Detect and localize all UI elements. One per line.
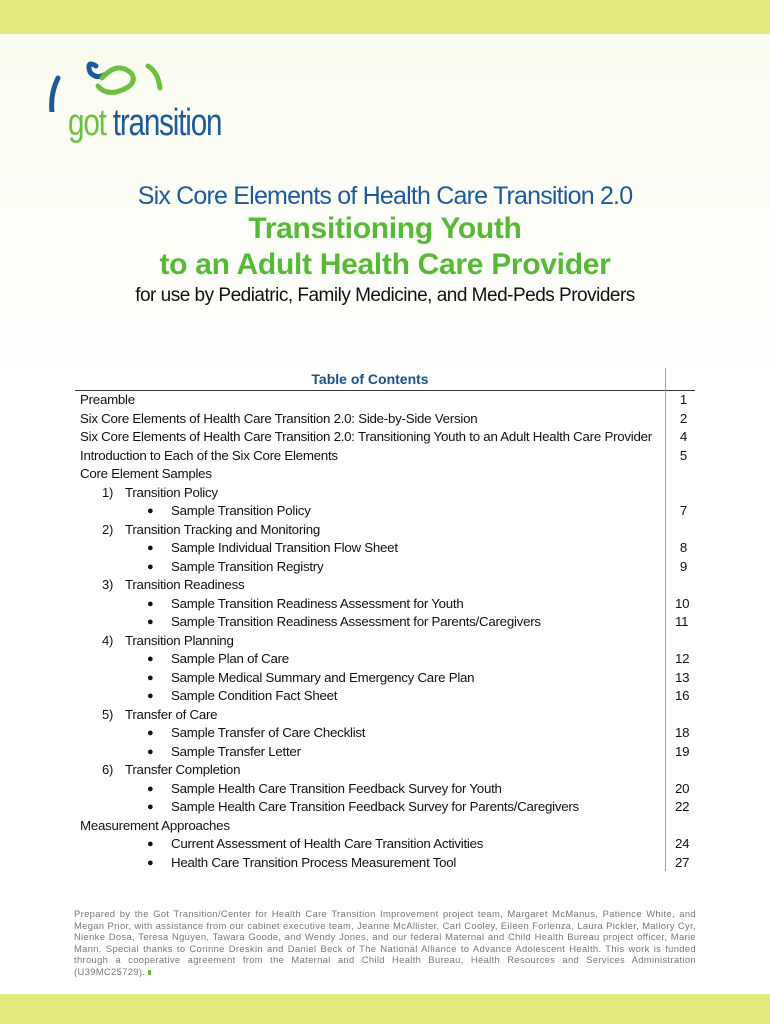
- toc-entry-page: 4: [679, 429, 687, 444]
- bullet-icon: ●: [147, 838, 154, 850]
- toc-entry-number: 2): [102, 521, 114, 537]
- bullet-icon: ●: [147, 542, 154, 554]
- toc-title: Table of Contents: [311, 371, 429, 387]
- toc-entry: [75, 595, 695, 614]
- toc-entry-page: 24: [675, 836, 690, 851]
- toc-entry: [75, 632, 695, 651]
- toc-entry-page: 12: [675, 651, 690, 666]
- toc-entry-title: Sample Health Care Transition Feedback Survey for Parents/Caregivers: [171, 799, 579, 814]
- toc-entry-title: Transition Readiness: [125, 577, 245, 592]
- toc-entry: [75, 484, 695, 503]
- credits-text: Prepared by the Got Transition/Center for Health Care Transition Improvement project team, Margaret McManus, Patience White, and Megan Prior, with assistance from our cabinet executive team, Jeanne McAllister, Carl Cooley, Eileen Forlenza, Laura Pickler, Mallory Cyr, Nienke Dosa, Teresa Nguyen, Tawara Goode, and Wendy Jones, and our federal Maternal and Child Health Bureau project officer, Marie Mann. Special thanks to Corinne Dreskin and Daniel Beck of The National Alliance to Advance Adolescent Health. This work is funded through a cooperative agreement from the Maternal and Child Health Bureau, Health Resources and Services Administration (U39MC25729).: [74, 908, 696, 977]
- toc-entry: [75, 410, 695, 429]
- doc-series-title: Six Core Elements of Health Care Transition 2.0: [137, 182, 633, 210]
- toc-entry-title: Sample Transition Registry: [171, 558, 324, 574]
- toc-entry-page: 27: [675, 854, 690, 870]
- toc-entry-page: 16: [675, 688, 690, 703]
- top-accent-band: [0, 0, 770, 34]
- bullet-icon: ●: [147, 671, 154, 684]
- toc-entry-title: Six Core Elements of Health Care Transition 2.0: Transitioning Youth to an Adult Health Care Provider: [80, 429, 652, 444]
- toc-entry: [75, 391, 695, 410]
- toc-entry-title: Measurement Approaches: [80, 817, 230, 833]
- toc-entry-page: 5: [679, 447, 687, 463]
- toc-entry-title: Sample Condition Fact Sheet: [171, 688, 338, 703]
- doc-title-line1: Transitioning Youth: [248, 212, 522, 245]
- toc-entry: [75, 854, 695, 873]
- toc-entry-title: Sample Transition Readiness Assessment for Parents/Caregivers: [171, 614, 541, 629]
- bullet-icon: ●: [147, 505, 154, 517]
- bullet-icon: ●: [147, 690, 154, 702]
- toc-entry-title: Sample Medical Summary and Emergency Care Plan: [171, 669, 475, 685]
- toc-entry-title: Transition Planning: [125, 632, 234, 648]
- toc-entry-page: 7: [679, 503, 687, 518]
- footer-mark-icon: [148, 970, 151, 975]
- bottom-accent-band: [0, 994, 770, 1024]
- toc-entry-title: Transition Tracking and Monitoring: [125, 521, 320, 537]
- toc-entry-page: 18: [675, 725, 690, 740]
- bullet-icon: ●: [147, 616, 154, 628]
- toc-entry-number: 6): [102, 762, 114, 777]
- bullet-icon: ●: [147, 782, 154, 795]
- toc-entry-title: Core Element Samples: [80, 466, 212, 481]
- toc-entry-page: 11: [675, 614, 689, 629]
- toc-entry: [75, 743, 695, 762]
- toc-entry-page: 19: [675, 743, 690, 759]
- toc-entry-title: Six Core Elements of Health Care Transition 2.0: Side-by-Side Version: [80, 410, 478, 426]
- bullet-icon: ●: [147, 560, 154, 573]
- toc-entry-page: 9: [679, 558, 687, 574]
- toc-entry-number: 4): [102, 632, 114, 648]
- toc-entry: [75, 521, 695, 540]
- toc-entry-page: 8: [679, 540, 687, 555]
- toc-entry-number: 3): [102, 577, 114, 592]
- toc-entry: [75, 502, 695, 521]
- bullet-icon: ●: [147, 856, 154, 869]
- toc-entry-title: Sample Transfer Letter: [171, 743, 301, 759]
- bullet-icon: ●: [147, 597, 154, 610]
- toc-entry: [75, 798, 695, 817]
- toc-entry-page: 22: [675, 799, 690, 814]
- toc-entry-title: Sample Health Care Transition Feedback Survey for Youth: [171, 780, 502, 796]
- logo-transition: transition: [112, 102, 222, 144]
- credits-footer: [74, 908, 696, 978]
- toc-entry: [75, 576, 695, 595]
- table-of-contents: [75, 368, 695, 872]
- toc-entry: [75, 706, 695, 725]
- toc-column-rule: [665, 368, 666, 871]
- toc-entry: [75, 761, 695, 780]
- toc-entry-title: Health Care Transition Process Measurement Tool: [171, 854, 457, 870]
- bullet-icon: ●: [147, 653, 154, 665]
- toc-entry-page: 2: [679, 410, 687, 426]
- bullet-icon: ●: [147, 745, 154, 758]
- logo-got: got: [68, 102, 106, 144]
- toc-entry-title: Transition Policy: [125, 484, 218, 500]
- doc-subtitle: for use by Pediatric, Family Medicine, and Med-Peds Providers: [135, 285, 635, 306]
- toc-entry: [75, 613, 695, 632]
- toc-entry: [75, 428, 695, 447]
- toc-entry-title: Sample Transition Policy: [171, 503, 311, 518]
- toc-entry-number: 1): [102, 484, 114, 500]
- toc-entry-title: Sample Plan of Care: [171, 651, 289, 666]
- toc-entry-title: Transfer of Care: [125, 706, 218, 722]
- toc-entry: [75, 465, 695, 484]
- toc-entry-page: 20: [675, 780, 690, 796]
- toc-entry: [75, 687, 695, 706]
- toc-entry-page: 10: [675, 595, 690, 611]
- toc-entry-page: 1: [679, 392, 687, 407]
- bullet-icon: ●: [147, 801, 154, 813]
- toc-entry-title: Sample Individual Transition Flow Sheet: [171, 540, 398, 555]
- bullet-icon: ●: [147, 727, 154, 739]
- toc-entry-title: Sample Transfer of Care Checklist: [171, 725, 366, 740]
- logo-wordmark: [68, 104, 221, 142]
- toc-entry: [75, 539, 695, 558]
- toc-entry-title: Current Assessment of Health Care Transition Activities: [171, 836, 484, 851]
- toc-entry: [75, 780, 695, 799]
- toc-entry: [75, 817, 695, 836]
- toc-rows: [75, 390, 695, 872]
- toc-entry: [75, 724, 695, 743]
- toc-entry: [75, 650, 695, 669]
- doc-title-line2: to an Adult Health Care Provider: [159, 248, 611, 281]
- toc-entry-number: 5): [102, 706, 114, 722]
- toc-entry-title: Transfer Completion: [125, 762, 241, 777]
- toc-entry: [75, 447, 695, 466]
- toc-entry-title: Sample Transition Readiness Assessment for Youth: [171, 595, 464, 611]
- toc-entry-title: Preamble: [80, 392, 135, 407]
- toc-entry: [75, 835, 695, 854]
- toc-entry: [75, 558, 695, 577]
- toc-entry-title: Introduction to Each of the Six Core Elements: [80, 447, 338, 463]
- toc-entry-page: 13: [675, 669, 690, 685]
- toc-entry: [75, 669, 695, 688]
